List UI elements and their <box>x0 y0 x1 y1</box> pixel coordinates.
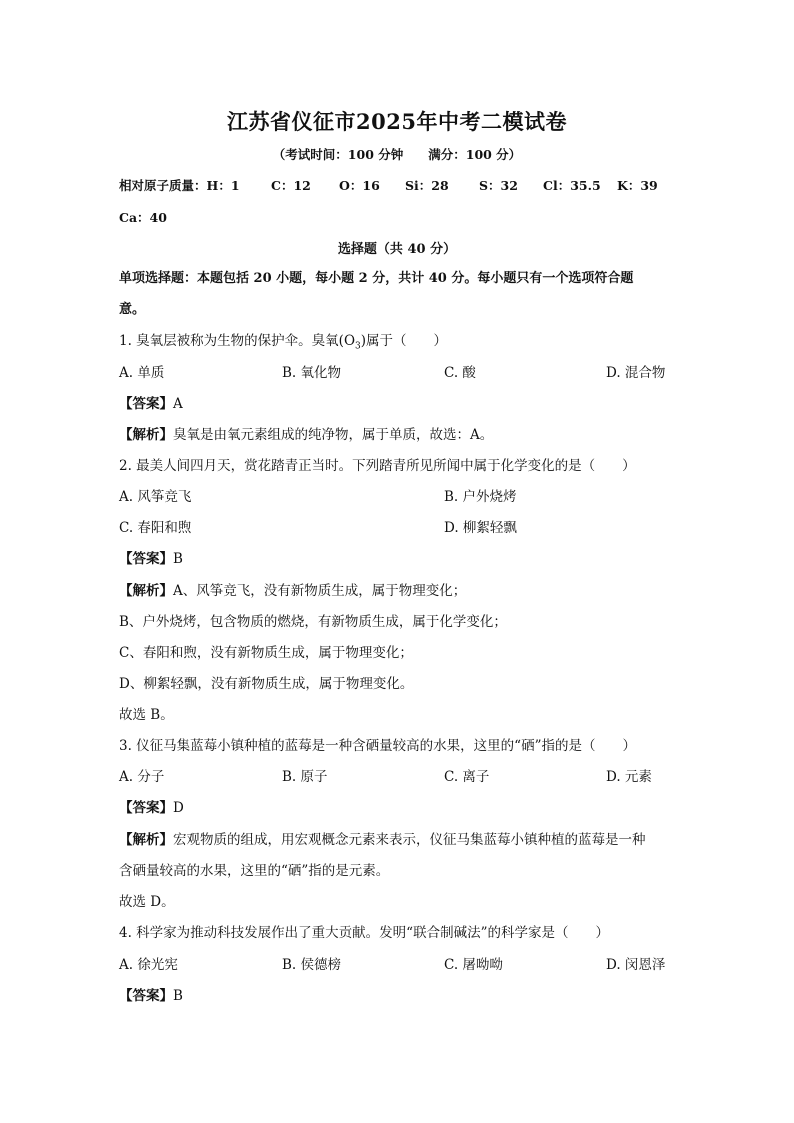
q3-option-b: B. 原子 <box>282 769 328 785</box>
q2-analysis-d: D、柳絮轻飘，没有新物质生成，属于物理变化。 <box>119 676 414 692</box>
atomic-mass-k: K：39 <box>617 178 658 193</box>
atomic-mass-o: O：16 <box>339 178 380 193</box>
atomic-mass-c: C：12 <box>271 178 311 193</box>
q3-option-d: D. 元素 <box>606 769 652 785</box>
page-title: 江苏省仪征市2025年中考二模试卷 <box>227 109 567 134</box>
q2-conclusion: 故选 B。 <box>119 707 174 723</box>
atomic-mass-s: S：32 <box>479 178 518 193</box>
q1-option-a: A. 单质 <box>119 365 165 381</box>
atomic-mass-label: 相对原子质量：H：1 <box>119 178 240 193</box>
q4-option-c: C. 屠呦呦 <box>444 957 503 973</box>
q2-option-d: D. 柳絮轻飘 <box>444 520 517 536</box>
q4-option-a: A. 徐光宪 <box>119 957 178 973</box>
q4-option-d: D. 闵恩泽 <box>606 957 666 973</box>
q2-option-b: B. 户外烧烤 <box>444 489 517 505</box>
atomic-mass-cl: Cl：35.5 <box>543 178 601 193</box>
q2-analysis-c: C、春阳和煦，没有新物质生成，属于物理变化； <box>119 645 413 661</box>
q4-answer: 【答案】B <box>119 988 183 1004</box>
q3-option-c: C. 离子 <box>444 769 490 785</box>
q3-conclusion: 故选 D。 <box>119 894 175 910</box>
atomic-mass-ca: Ca：40 <box>119 210 167 225</box>
section-instruction: 单项选择题：本题包括 20 小题，每小题 2 分，共计 40 分。每小题只有一个选项符合题 <box>119 271 634 286</box>
section-instruction-cont: 意。 <box>119 302 146 317</box>
q1-option-d: D. 混合物 <box>606 365 666 381</box>
atomic-mass-si: Si：28 <box>405 178 449 193</box>
section-title: 选择题（共 40 分） <box>337 242 457 257</box>
q3-answer: 【答案】D <box>119 800 184 816</box>
q3-analysis-cont: 含硒量较高的水果，这里的“硒”指的是元素。 <box>119 863 390 879</box>
q2-analysis-b: B、户外烧烤，包含物质的燃烧，有新物质生成，属于化学变化； <box>119 614 507 630</box>
q3-option-a: A. 分子 <box>119 769 165 785</box>
question-1-stem: 1. 臭氧层被称为生物的保护伞。臭氧$(O_3)$属于（ ） <box>119 333 448 352</box>
q1-option-b: B. 氧化物 <box>282 365 342 381</box>
exam-info: （考试时间：100 分钟 满分：100 分） <box>272 147 522 162</box>
q2-answer: 【答案】B <box>119 551 183 567</box>
q4-option-b: B. 侯德榜 <box>282 957 342 973</box>
q2-option-a: A. 风筝竞飞 <box>119 489 192 505</box>
q1-analysis: 【解析】臭氧是由氧元素组成的纯净物，属于单质，故选：A。 <box>119 427 494 443</box>
q2-analysis: 【解析】A、风筝竞飞，没有新物质生成，属于物理变化； <box>119 583 467 599</box>
question-2-stem: 2. 最美人间四月天，赏花踏青正当时。下列踏青所见所闻中属于化学变化的是（ ） <box>119 458 636 474</box>
q2-option-c: C. 春阳和煦 <box>119 520 192 536</box>
q1-answer: 【答案】A <box>119 396 183 412</box>
q1-option-c: C. 酸 <box>444 365 476 381</box>
question-3-stem: 3. 仪征马集蓝莓小镇种植的蓝莓是一种含硒量较高的水果，这里的“硒”指的是（ ） <box>119 738 636 754</box>
question-4-stem: 4. 科学家为推动科技发展作出了重大贡献。发明“联合制碱法”的科学家是（ ） <box>119 925 609 941</box>
q3-analysis: 【解析】宏观物质的组成，用宏观概念元素来表示，仪征马集蓝莓小镇种植的蓝莓是一种 <box>119 832 646 848</box>
